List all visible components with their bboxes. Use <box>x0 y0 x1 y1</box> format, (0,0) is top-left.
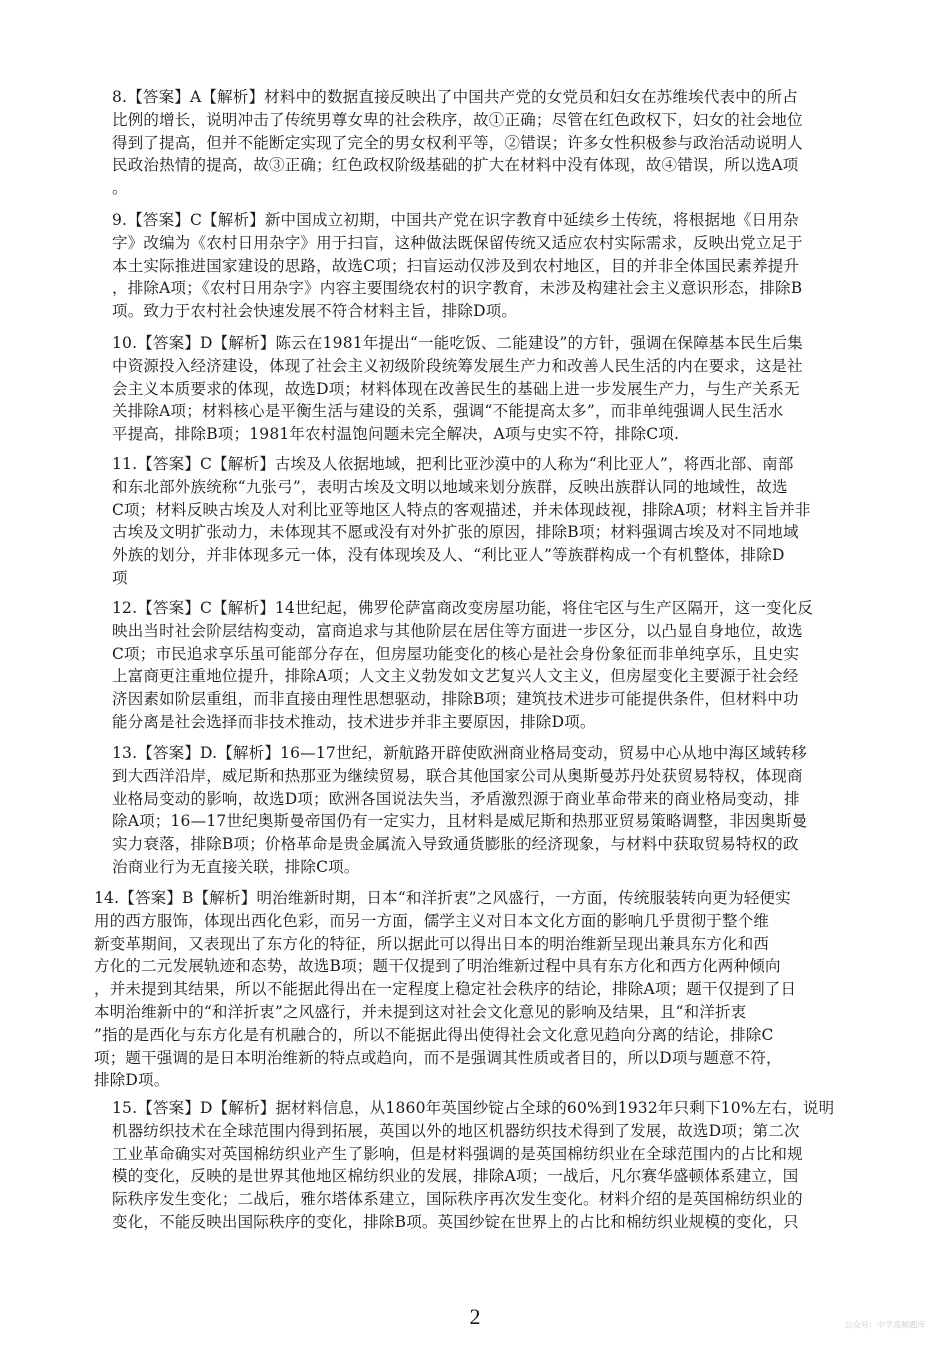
text-line: 8.【答案】A【解析】材料中的数据直接反映出了中国共产党的女党员和妇女在苏维埃代表中的所占 <box>112 88 798 106</box>
text-line: 本明治维新中的“和洋折衷”之风盛行，并未提到这对社会文化意见的影响及结果，且“和洋折衷 <box>94 1002 747 1021</box>
answer-entry-9 <box>112 209 803 323</box>
text-line: 用的西方服饰，体现出西化色彩，而另一方面，儒学主义对日本文化方面的影响几乎贯彻于整个维 <box>94 911 770 930</box>
text-line: C项；市民追求享乐虽可能部分存在，但房屋功能变化的核心是社会身份象征而非单纯享乐，且史实 <box>112 644 800 663</box>
text-line: 关排除A项；材料核心是平衡生活与建设的关系，强调“不能提高太多”，而非单纯强调人民生活水 <box>112 402 784 421</box>
text-line: 项；题干强调的是日本明治维新的特点或趋向，而不是强调其性质或者目的，所以D项与题意不符， <box>94 1048 782 1067</box>
text-line: C项；材料反映古埃及人对利比亚等地区人特点的客观描述，并未体现歧视，排除A项；材料主旨并非 <box>112 500 811 519</box>
answer-entry-13 <box>112 742 807 879</box>
text-line: 实力衰落，排除B项；价格革命是贵金属流入导致通货膨胀的经济现象，与材料中获取贸易特权的政 <box>112 835 799 854</box>
text-line: ”指的是西化与东方化是有机融合的，所以不能据此得出使得社会文化意见趋向分离的结论，排除C <box>94 1025 774 1044</box>
text-line: 际秩序发生变化；二战后，雅尔塔体系建立，国际秩序再次发生变化。材料介绍的是英国棉纺织业的 <box>112 1190 803 1209</box>
text-line: 变化，不能反映出国际秩序的变化，排除B项。英国纱锭在世界上的占比和棉纺织业规模的变化，只 <box>112 1212 799 1231</box>
answer-entry-15 <box>112 1097 834 1234</box>
text-line: 和东北部外族统称“九张弓”，表明古埃及文明以地域来划分族群，反映出族群认同的地域性，故选 <box>112 477 788 496</box>
text-line: 上富商更注重地位提升，排除A项；人文主义勃发如文艺复兴人文主义，但房屋变化主要源于社会经 <box>112 667 799 686</box>
text-line: 字》改编为《农村日用杂字》用于扫盲，这种做法既保留传统又适应农村实际需求，反映出党立足于 <box>112 233 803 252</box>
text-line: 模的变化，反映的是世界其他地区棉纺织业的发展，排除A项；一战后，凡尔赛华盛顿体系建立，国 <box>112 1167 799 1186</box>
text-line: 平提高，排除B项；1981年农村温饱问题未完全解决，A项与史实不符，排除C项. <box>112 425 680 444</box>
text-line: 能分离是社会选择而非技术推动，技术进步并非主要原因，排除D项。 <box>112 712 596 731</box>
text-line: 项 <box>112 568 128 587</box>
text-line: 除A项；16—17世纪奥斯曼帝国仍有一定实力，且材料是威尼斯和热那亚贸易策略调整，非因奥斯曼 <box>112 812 808 831</box>
text-line: 工业革命确实对英国棉纺织业产生了影响，但是材料强调的是英国棉纺织业在全球范围内的占比和规 <box>112 1144 803 1163</box>
text-line: 映出当时社会阶层结构变动，富商追求与其他阶层在居住等方面进一步区分，以凸显自身地位，故选 <box>112 621 803 640</box>
watermark-text: 公众号：中学高频题库 <box>844 1321 926 1331</box>
text-line: ，并未提到其结果，所以不能据此得出在一定程度上稳定社会秩序的结论，排除A项；题干仅提到了日 <box>94 980 797 999</box>
text-line: 本土实际推进国家建设的思路，故选C项；扫盲运动仅涉及到农村地区，目的并非全体国民素养提升 <box>112 256 800 275</box>
text-line: 中资源投入经济建设，体现了社会主义初级阶段统筹发展生产力和改善人民生活的内在要求，这是社 <box>112 356 803 375</box>
text-line: 济因素如阶层重组，而非直接由理性思想驱动，排除B项；建筑技术进步可能提供条件，但材料中功 <box>112 690 799 709</box>
text-line: 外族的划分，并非体现多元一体，没有体现埃及人、“利比亚人”等族群构成一个有机整体，排除D <box>112 546 785 565</box>
text-line: 14.【答案】B【解析】明治维新时期，日本“和洋折衷”之风盛行，一方面，传统服装转向更为轻便实 <box>94 889 791 907</box>
page-number: 2 <box>469 1304 481 1329</box>
text-line: 业格局变动的影响，故选D项；欧洲各国说法失当，矛盾激烈源于商业革命带来的商业格局变动，排 <box>112 789 800 808</box>
answer-entry-14 <box>94 887 796 1092</box>
text-line: 12.【答案】C【解析】14世纪起，佛罗伦萨富商改变房屋功能，将住宅区与生产区隔开，这一变化反 <box>112 599 814 617</box>
text-line: 方化的二元发展轨迹和态势，故选B项；题干仅提到了明治维新过程中具有东方化和西方化两种倾向 <box>94 957 781 976</box>
text-line: 11.【答案】C【解析】古埃及人依据地域，把利比亚沙漠中的人称为“利比亚人”，将西北部、南部 <box>112 455 794 473</box>
text-line: 民政治热情的提高，故③正确；红色政权阶级基础的扩大在材料中没有体现，故④错误，所以选A项 <box>112 156 799 175</box>
text-line: 15.【答案】D【解析】据材料信息，从1860年英国纱锭占全球的60%到1932年只剩下10%左右，说明 <box>112 1099 835 1117</box>
text-line: 新变革期间，又表现出了东方化的特征，所以据此可以得出日本的明治维新呈现出兼具东方化和西 <box>94 934 770 953</box>
text-line: 得到了提高，但并不能断定实现了完全的男女权利平等，②错误；许多女性积极参与政治活动说明人 <box>112 133 803 152</box>
text-line: ，排除A项；《农村日用杂字》内容主要围绕农村的识字教育，未涉及构建社会主义意识形态，排除B <box>112 279 803 298</box>
text-line: 项。致力于农村社会快速发展不符合材料主旨，排除D项。 <box>112 302 518 321</box>
text-line: 古埃及文明扩张动力，未体现其不愿或没有对外扩张的原因，排除B项；材料强调古埃及对不同地域 <box>112 523 799 542</box>
text-line: 会主义本质要求的体现，故选D项；材料体现在改善民生的基础上进一步发展生产力，与生产关系无 <box>112 379 800 398</box>
text-line: 9.【答案】C【解析】新中国成立初期，中国共产党在识字教育中延续乡土传统，将根据地《日用杂 <box>112 211 799 229</box>
answer-entry-8 <box>112 86 803 200</box>
text-line: 机器纺织技术在全球范围内得到拓展，英国以外的地区机器纺织技术得到了发展，故选D项；第二次 <box>112 1121 800 1140</box>
text-line: 10.【答案】D【解析】陈云在1981年提出“一能吃饭、二能建设”的方针，强调在保障基本民生后集 <box>112 334 803 352</box>
text-line: 治商业行为无直接关联，排除C项。 <box>112 857 360 876</box>
answer-entry-12 <box>112 597 813 734</box>
text-line: 排除D项。 <box>94 1071 170 1090</box>
text-line: 到大西洋沿岸，威尼斯和热那亚为继续贸易，联合其他国家公司从奥斯曼苏丹处获贸易特权，体现商 <box>112 766 803 785</box>
text-line: 比例的增长，说明冲击了传统男尊女卑的社会秩序，故①正确；尽管在红色政权下，妇女的社会地位 <box>112 110 803 129</box>
text-line: 13.【答案】D.【解析】16—17世纪，新航路开辟使欧洲商业格局变动，贸易中心从地中海区域转移 <box>112 744 808 762</box>
answer-entry-10 <box>112 332 803 446</box>
answer-entry-11 <box>112 453 811 590</box>
text-line: 。 <box>112 179 128 198</box>
